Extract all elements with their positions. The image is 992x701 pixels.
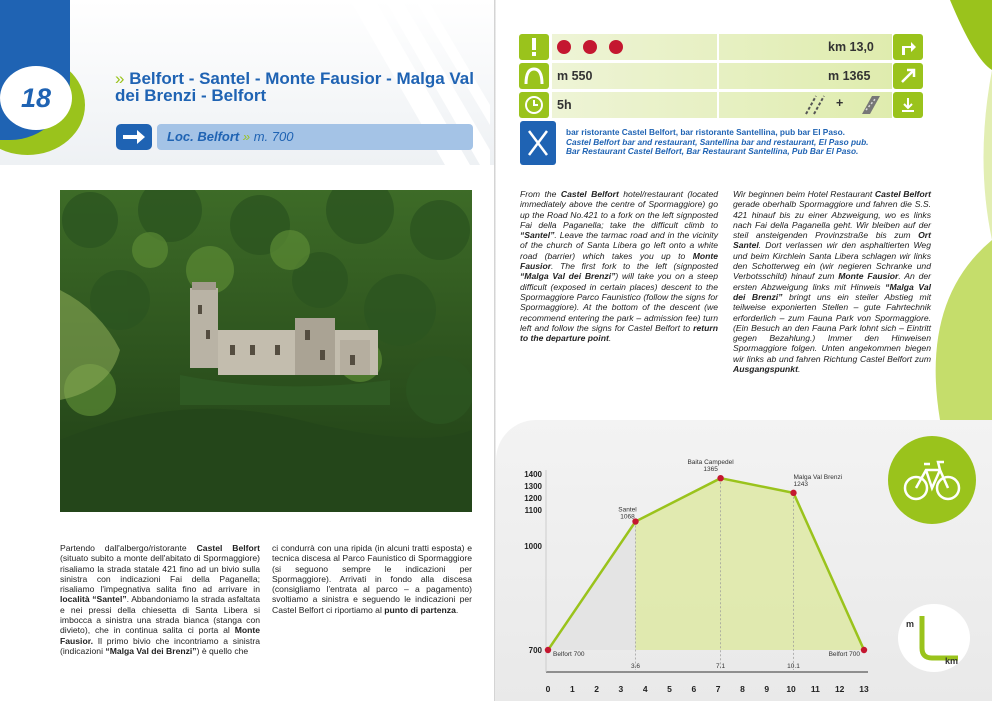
dirt-road-icon [804, 94, 830, 121]
castle-photo [60, 190, 472, 512]
waypoint-label: Santel [618, 506, 637, 514]
clock-icon [519, 92, 549, 118]
waypoint [545, 647, 551, 653]
restaurant-icon [520, 121, 556, 165]
x-tick-label: 8 [740, 684, 745, 694]
restaurants-info [566, 128, 868, 157]
italian-text-run: . Abbandoniamo la strada asfaltata e nei pressi della chiesetta di Santa Libera si imbocca a sinistra una strada bianca (stanga con divieto), che in continua salita ci porta al [60, 594, 260, 636]
difficulty-icon [519, 34, 549, 60]
title-text: Belfort - Santel - Monte Fausior - Malga Val dei Brenzi - Belfort [115, 69, 474, 105]
italian-text-run: punto di partenza [384, 604, 456, 615]
german-text-run: . Dort verlassen wir den asphaltierten Weg und beim Kirchlein Santa Libera schlagen wir links den Schotterweg ein (wir negieren Schranke und Verbotsschild) hinauf zum [733, 240, 931, 282]
english-text-run: From the [520, 189, 561, 199]
x-mark-label: 10.1 [787, 663, 800, 670]
row-separator [717, 63, 719, 89]
trail-icon [858, 94, 884, 121]
german-text-run: Castel Belfort [874, 189, 931, 199]
row-separator [717, 34, 719, 60]
bike-badge [888, 436, 976, 524]
climb-value: m 550 [557, 69, 593, 83]
legend-m: m [906, 619, 915, 629]
x-tick-label: 0 [545, 684, 551, 694]
max-altitude: m 1365 [828, 69, 871, 83]
start-altitude: m. 700 [253, 129, 294, 144]
x-mark-label: 3.6 [630, 663, 641, 670]
route-title [115, 70, 485, 104]
legend-axes [918, 614, 960, 662]
english-text-run: “Malga Val dei Brenzi” [520, 271, 616, 282]
x-tick-label: 9 [764, 684, 770, 694]
italian-text-run: (situato subito a monte dell'abitato di Spormaggiore) risaliamo la strada statale 421 fino ad un bivio sulla sinistra con indicazioni Fai della Paganella; risaliamo l'impegnativa salita fino ad arrivare in [60, 553, 260, 595]
italian-text-run: ci condurrà con una ripida (in alcuni tratti esposta) e tecnica discesa al Parco Faunistico di Spormaggiore (si seguono sempre le indicazioni per Spormaggiore). Arrivati in fondo alla discesa (consigliamo l'entrata al parco – a pagamento) svoltiamo a sinistra e seguendo le indicazioni per Castel Belfort ci riportiamo al [272, 543, 472, 615]
y-tick-label: 1300 [524, 482, 542, 491]
waypoint [861, 647, 867, 653]
row-separator [717, 92, 719, 118]
elevation-profile-chart [496, 420, 880, 701]
italian-text-run: Castel Belfort [196, 543, 260, 553]
legend-km: km [945, 656, 959, 666]
italian-text-run: ) è quello che [196, 645, 249, 656]
start-name: Loc. Belfort [167, 129, 240, 144]
italian-text-run: . [455, 604, 459, 615]
difficulty-dot-3 [609, 40, 623, 54]
y-tick-label: 1400 [524, 470, 542, 479]
german-text-run: Ausgangspunkt [733, 364, 798, 375]
download-icon [893, 92, 923, 118]
start-sep: » [242, 129, 251, 144]
unit-legend [898, 604, 970, 672]
route-length: km 13,0 [828, 40, 874, 54]
waypoint-label: Belfort 700 [828, 651, 860, 658]
italian-text-run: località “Santel” [60, 594, 127, 605]
english-text-run: Monte Fausior [520, 250, 718, 272]
english-text-run: . The first fork to the left (signposted [551, 261, 718, 272]
waypoint-label: Baita Campedel [687, 459, 734, 467]
german-text-run: bringt uns ein steiler Abstieg mit teilweise exponierten Stellen – gute Fahrtechnik erforderlich – zum Fauna Park von Spormaggiore. (Ein Besuch an den Fauna Park lohnt sich – Eintritt gegen Bezahlung.) Immer den Hinweisen Spormaggiore folgen. Unten angekommen biegen wir links ab und fahren Richtung Castel Belfort zum [733, 291, 931, 364]
italian-text-col2 [272, 543, 472, 615]
german-text-run: Ort Santel [733, 230, 931, 251]
route-number: 18 [20, 82, 52, 113]
english-text-run: hotel/restaurant (located immediately above the centre of Spormaggiore) go up the Road No.421 to a fork on the left signposted Fai della Paganella; take the difficult climb to [520, 189, 718, 230]
surface-plus: + [836, 96, 844, 110]
x-tick-label: 1 [569, 684, 575, 694]
german-text-run: “Malga Val dei Brenzi” [733, 281, 931, 302]
difficulty-dot-2 [583, 40, 597, 54]
route-number-badge [0, 66, 72, 130]
x-tick-label: 11 [810, 684, 820, 694]
x-mark-label: 7.1 [716, 663, 726, 670]
y-tick-label: 700 [528, 646, 542, 655]
title-quote: » [115, 69, 125, 88]
italian-text-run: Partendo dall'albergo/ristorante [60, 543, 197, 553]
german-text [733, 189, 931, 374]
max-altitude-icon [893, 63, 923, 89]
waypoint [790, 490, 796, 496]
waypoint [717, 475, 723, 481]
italian-text-run: Il primo bivio che incontriamo a sinistra (indicazioni [60, 635, 260, 656]
x-tick-label: 5 [667, 684, 672, 694]
english-text-run: Castel Belfort [560, 189, 619, 199]
y-tick-label: 1200 [524, 494, 542, 503]
english-text-run: return to the departure point [520, 322, 718, 344]
y-tick-label: 1000 [524, 542, 542, 551]
english-text-run: . [608, 333, 612, 344]
restaurants-de: Bar Restaurant Castel Belfort, Bar Restaurant Santellina, Pub Bar El Paso. [566, 146, 859, 157]
climb-icon [519, 63, 549, 89]
difficulty-dot-1 [557, 40, 571, 54]
english-text [520, 189, 718, 343]
waypoint-altitude: 1068 [620, 513, 635, 521]
x-tick-label: 10 [786, 684, 796, 694]
italian-text-run: Monte Fausior. [60, 625, 260, 646]
turn-right-icon [893, 34, 923, 60]
italian-text-run: “Malga Val dei Brenzi” [105, 645, 197, 656]
english-text-run: ) will take you on a steep difficult (exposed in certain places) descent to the Spormaggiore Parco Faunistico (follow the signs for Spormaggiore). At the bottom of the descent (we recommend entering the park – admission fee) turn left and follow the signs for Castel Belfort to [520, 271, 718, 333]
english-text-run: . Leave the tarmac road and in the vicinity of the church of Santa Libera go left onto a white road (barrier) which takes you up to [520, 230, 718, 261]
x-tick-label: 6 [691, 684, 697, 694]
time-value: 5h [557, 98, 572, 112]
restaurants-it: bar ristorante Castel Belfort, bar ristorante Santellina, pub bar El Paso. [566, 127, 845, 137]
german-text-run: gerade oberhalb Spormaggiore und fahren die S.S. 421 hinauf bis zu einer Abzweigung, wo es links nach Fai della Paganella geht. Wir bleiben auf der steil ansteigenden Provinzstraße bis zum [733, 199, 931, 241]
german-text-run: . [797, 364, 801, 375]
x-tick-label: 7 [715, 684, 721, 694]
italian-text-col1 [60, 543, 260, 656]
german-text-run: Monte Fausior [838, 271, 899, 282]
waypoint-altitude: 1243 [793, 480, 808, 488]
x-tick-label: 12 [834, 684, 845, 694]
waypoint-label: Malga Val Brenzi [793, 473, 843, 481]
x-tick-label: 3 [618, 684, 624, 694]
waypoint-altitude: 1365 [703, 466, 718, 474]
x-tick-label: 4 [642, 684, 648, 694]
restaurants-en: Castel Belfort bar and restaurant, Santellina bar and restaurant, El Paso pub. [566, 136, 869, 147]
x-tick-label: 13 [859, 684, 869, 694]
german-text-run: Wir beginnen beim Hotel Restaurant [733, 189, 875, 199]
start-location [157, 124, 473, 150]
y-tick-label: 1100 [524, 506, 542, 515]
german-text-run: . An der ersten Abzweigung links mit Hinweis [733, 271, 931, 292]
bike-icon [902, 456, 962, 504]
waypoint-label: Belfort 700 [553, 651, 585, 658]
arrow-right-icon [116, 124, 152, 150]
english-text-run: “Santel” [520, 230, 555, 241]
x-tick-label: 2 [594, 684, 599, 694]
